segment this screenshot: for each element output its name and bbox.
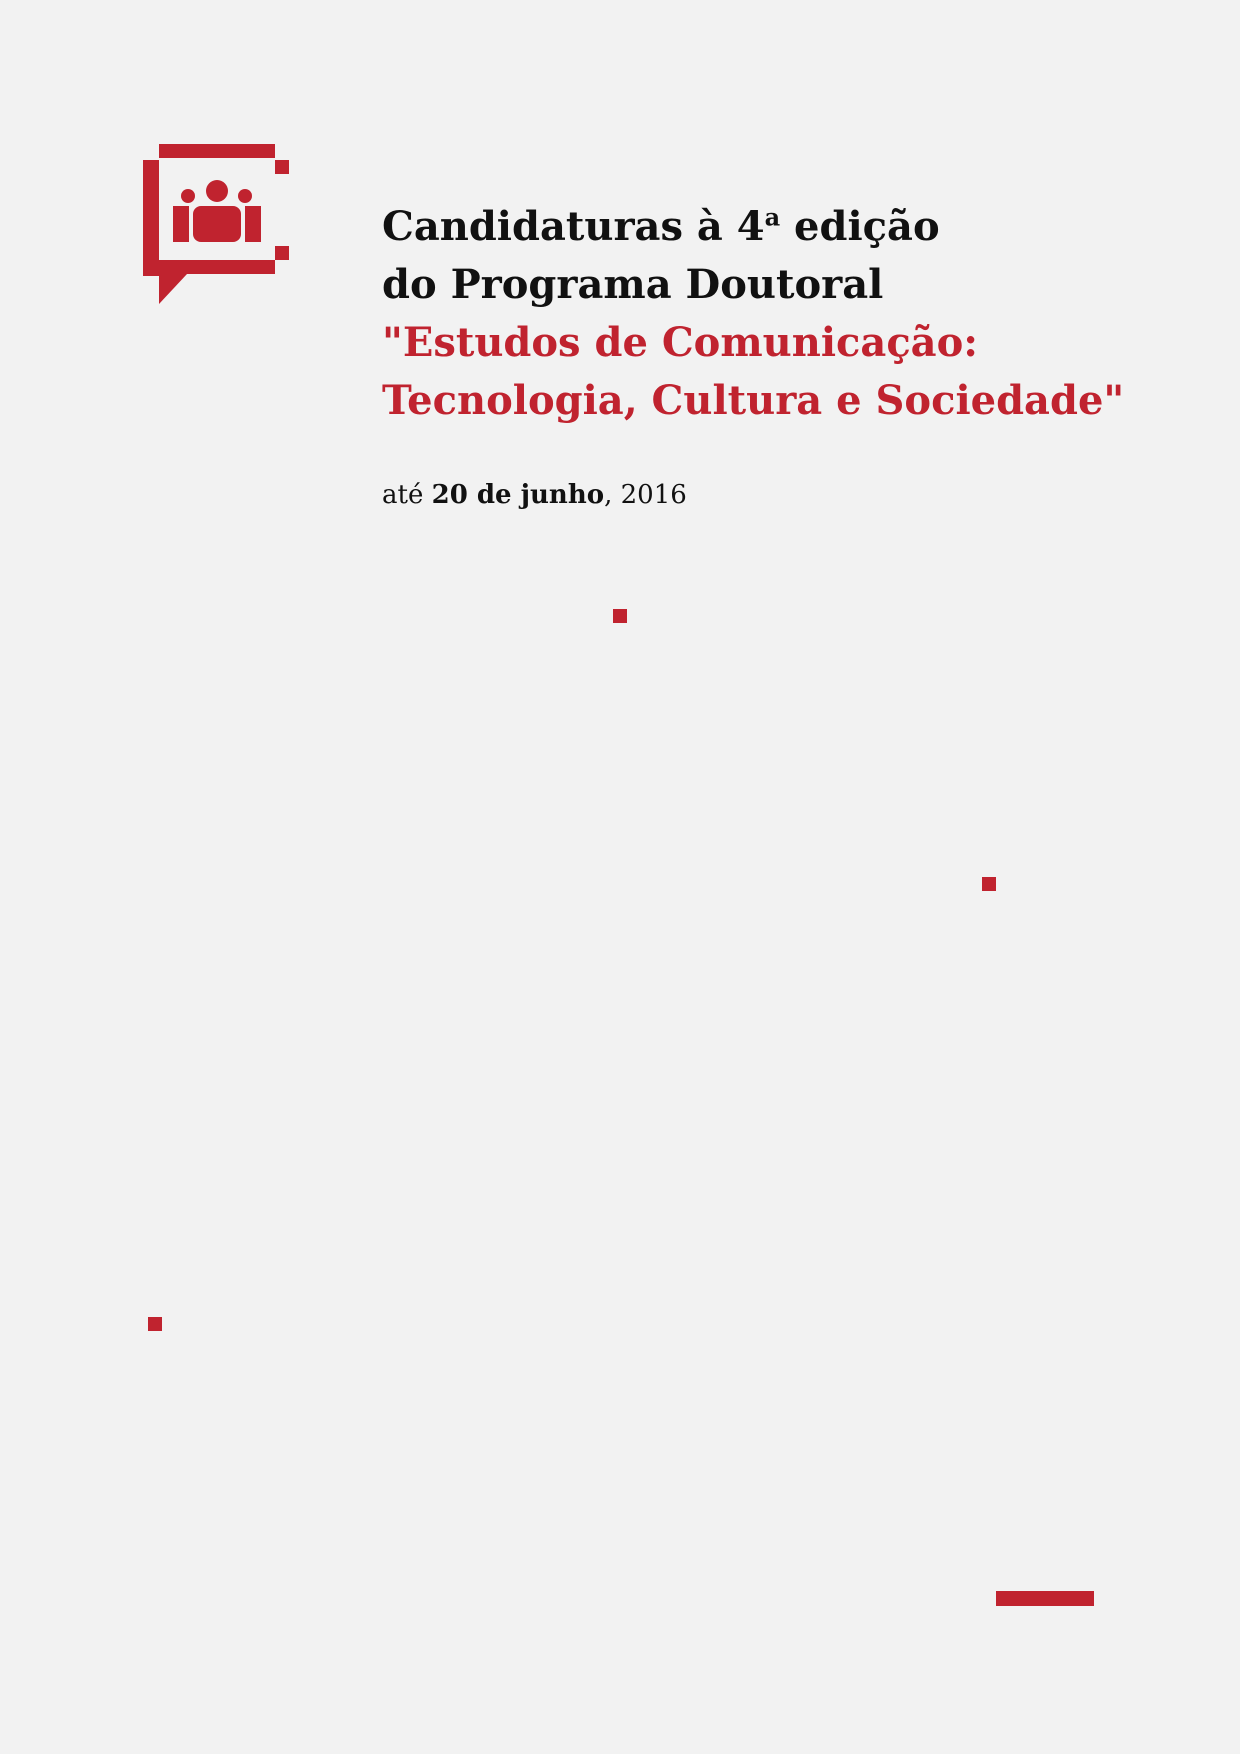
deadline-prefix: até [382, 480, 432, 510]
deadline-year: , 2016 [604, 480, 687, 510]
decorative-square-2 [982, 877, 996, 891]
title-line-2: do Programa Doutoral [382, 261, 884, 308]
people-speech-bubble-icon [143, 144, 291, 304]
deadline-date: 20 de junho [431, 480, 605, 510]
program-title [382, 198, 1202, 430]
title-line-1-text: Candidaturas à 4 [382, 203, 765, 250]
decorative-bar [996, 1591, 1094, 1606]
title-ordinal-superscript: a [764, 202, 781, 232]
decorative-square-1 [613, 609, 627, 623]
application-deadline [382, 480, 687, 510]
title-line-4: Tecnologia, Cultura e Sociedade" [382, 377, 1125, 424]
title-line-1-end: edição [780, 203, 940, 250]
title-line-3: "Estudos de Comunicação: [382, 319, 979, 366]
decorative-square-3 [148, 1317, 162, 1331]
title-line-1 [382, 198, 1202, 256]
